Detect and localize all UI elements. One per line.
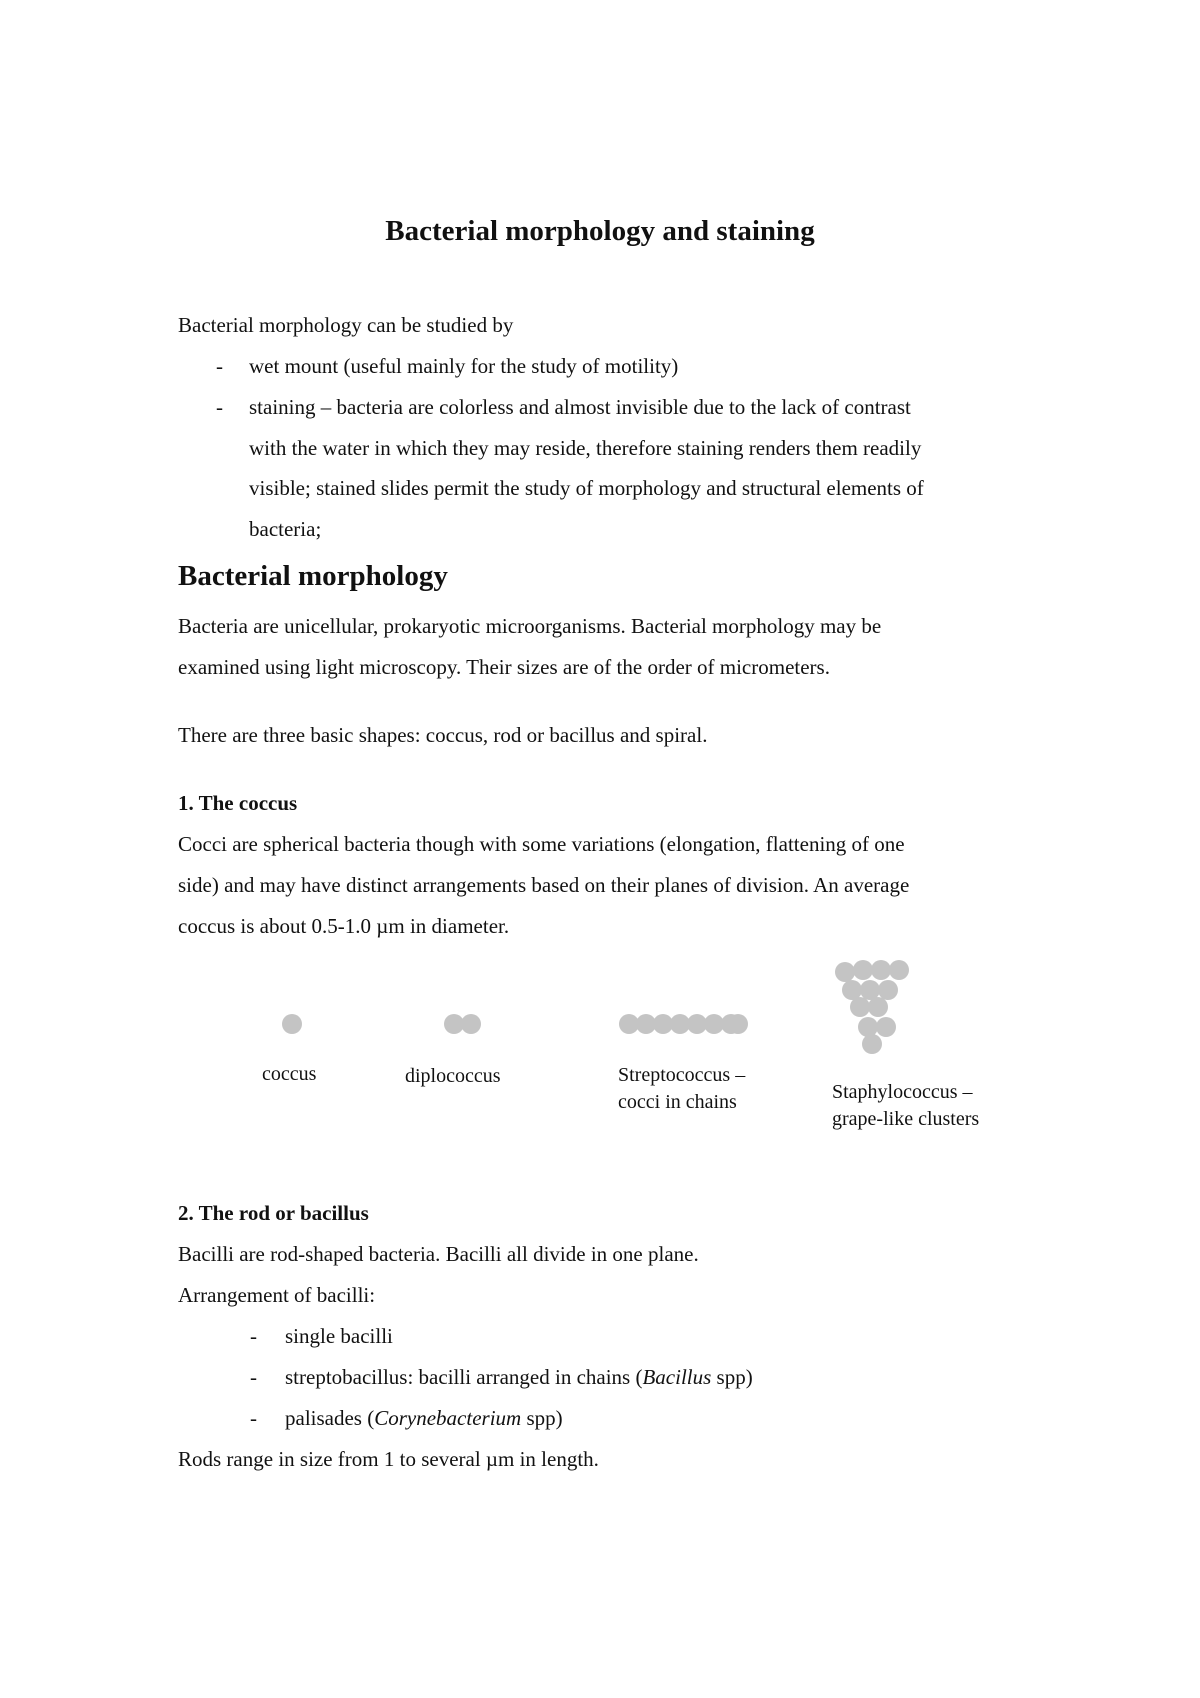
- caption-diplococcus: diplococcus: [405, 1065, 501, 1087]
- caption-streptococcus-line1: Streptococcus –: [618, 1064, 746, 1086]
- intro-item-staining-line4: bacteria;: [249, 517, 322, 541]
- genus-corynebacterium: Corynebacterium: [374, 1406, 522, 1430]
- list-dash: -: [250, 1365, 257, 1389]
- morphology-para-line2: examined using light microscopy. Their sizes are of the order of micrometers.: [178, 655, 830, 679]
- rod-item-palisades: [285, 1405, 563, 1431]
- diplococcus-dots: [444, 1014, 481, 1034]
- staphylococcus-cluster-dots: [835, 960, 909, 1054]
- genus-bacillus: Bacillus: [642, 1365, 712, 1389]
- coccus-dot: [282, 1014, 302, 1034]
- caption-streptococcus-line2: cocci in chains: [618, 1091, 737, 1113]
- rod-line1: Bacilli are rod-shaped bacteria. Bacilli all divide in one plane.: [178, 1242, 699, 1266]
- rod-item-streptobacillus: [285, 1364, 753, 1390]
- coccus-para-line3: coccus is about 0.5-1.0 µm in diameter.: [178, 914, 510, 938]
- caption-staphylococcus-line2: grape-like clusters: [832, 1108, 980, 1130]
- intro-item-staining-line3: visible; stained slides permit the study of morphology and structural elements of: [249, 476, 924, 500]
- intro-item-wet-mount: wet mount (useful mainly for the study of motility): [249, 354, 679, 378]
- rod-size-line: Rods range in size from 1 to several µm in length.: [178, 1447, 599, 1471]
- rod-item-streptobacillus-text: streptobacillus: bacilli arranged in chains (: [285, 1365, 643, 1389]
- morphology-shapes-line: There are three basic shapes: coccus, rod or bacillus and spiral.: [178, 723, 708, 747]
- caption-coccus: coccus: [262, 1063, 317, 1085]
- coccus-para-line1: Cocci are spherical bacteria though with some variations (elongation, flattening of one: [178, 832, 905, 856]
- morphology-para-line1: Bacteria are unicellular, prokaryotic microorganisms. Bacterial morphology may be: [178, 614, 882, 638]
- rod-item-single: single bacilli: [285, 1324, 393, 1348]
- subheading-rod: 2. The rod or bacillus: [178, 1201, 369, 1225]
- list-dash: -: [216, 354, 223, 378]
- document-title: Bacterial morphology and staining: [385, 215, 815, 247]
- rod-line2: Arrangement of bacilli:: [178, 1283, 376, 1307]
- intro-lead: Bacterial morphology can be studied by: [178, 313, 514, 337]
- rod-item-streptobacillus-suffix: spp): [711, 1365, 753, 1389]
- intro-item-staining-line2: with the water in which they may reside, therefore staining renders them readily: [249, 436, 922, 460]
- list-dash: -: [216, 395, 223, 419]
- rod-item-palisades-text: palisades (: [285, 1406, 375, 1430]
- streptococcus-chain-dots: [619, 1014, 748, 1034]
- subheading-coccus: 1. The coccus: [178, 791, 298, 815]
- list-dash: -: [250, 1324, 257, 1348]
- coccus-para-line2: side) and may have distinct arrangements based on their planes of division. An average: [178, 873, 910, 897]
- section-heading-morphology: Bacterial morphology: [178, 560, 448, 592]
- rod-item-palisades-suffix: spp): [521, 1406, 563, 1430]
- caption-staphylococcus-line1: Staphylococcus –: [832, 1081, 973, 1103]
- list-dash: -: [250, 1406, 257, 1430]
- intro-item-staining-line1: staining – bacteria are colorless and almost invisible due to the lack of contrast: [249, 395, 911, 419]
